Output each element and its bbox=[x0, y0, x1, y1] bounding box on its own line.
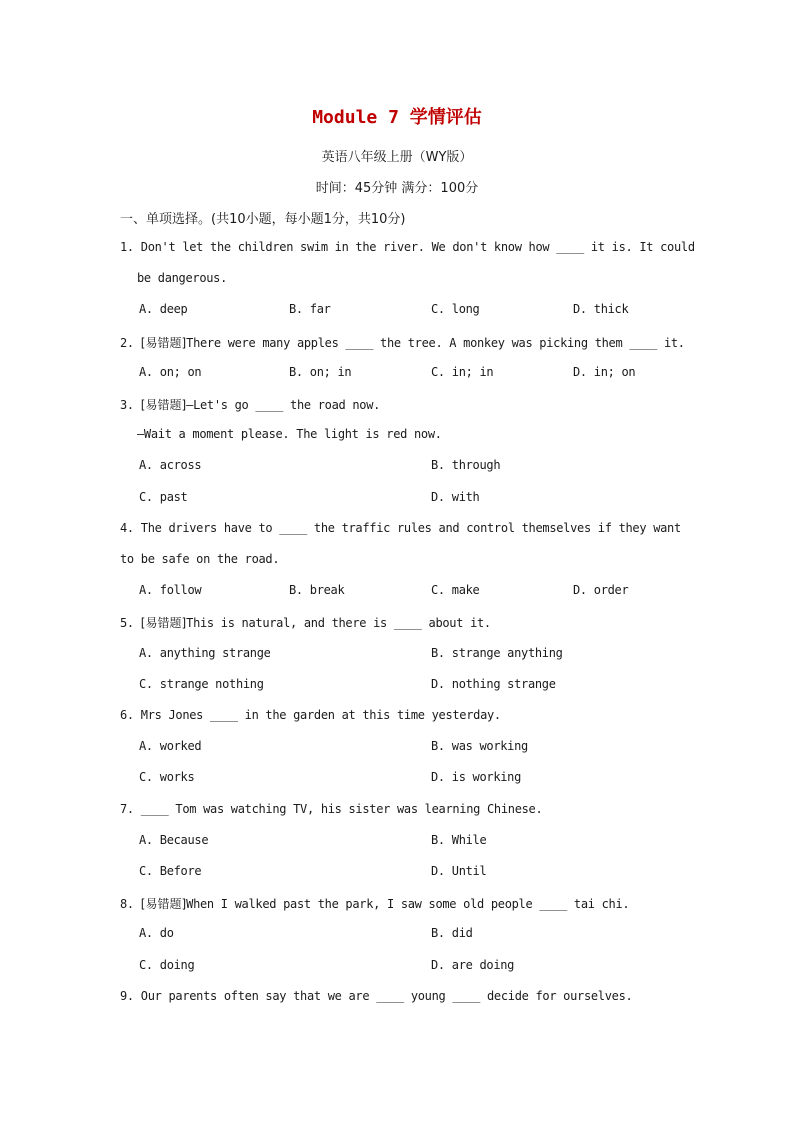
question-7-option-c[interactable]: C. Before bbox=[139, 864, 202, 878]
question-2-option-a[interactable]: A. on; on bbox=[139, 365, 202, 379]
question-4-option-a[interactable]: A. follow bbox=[139, 583, 202, 597]
title-assessment: 学情评估 bbox=[409, 107, 482, 128]
question-2-stem bbox=[120, 334, 685, 351]
question-2-tag: [易错题] bbox=[140, 336, 187, 350]
question-5-tag: [易错题] bbox=[140, 616, 187, 630]
question-8-text: When I walked past the park, I saw some old people ____ tai chi. bbox=[186, 897, 630, 911]
question-5-text: This is natural, and there is ____ about it. bbox=[186, 616, 491, 630]
question-9-stem: 9. Our parents often say that we are ____ young ____ decide for ourselves. bbox=[120, 989, 633, 1003]
question-8-tag: [易错题] bbox=[140, 897, 187, 911]
question-3-option-c[interactable]: C. past bbox=[139, 490, 188, 504]
question-3-text: —Let's go ____ the road now. bbox=[186, 398, 381, 412]
question-6-option-a[interactable]: A. worked bbox=[139, 739, 202, 753]
question-5-option-b[interactable]: B. strange anything bbox=[431, 646, 563, 660]
question-1-option-c[interactable]: C. long bbox=[431, 302, 480, 316]
page-title bbox=[0, 103, 794, 129]
question-8-option-c[interactable]: C. doing bbox=[139, 958, 195, 972]
question-4-option-b[interactable]: B. break bbox=[289, 583, 345, 597]
question-5-option-d[interactable]: D. nothing strange bbox=[431, 677, 556, 691]
question-3-option-a[interactable]: A. across bbox=[139, 458, 202, 472]
question-7-option-d[interactable]: D. Until bbox=[431, 864, 487, 878]
question-4-line-2: to be safe on the road. bbox=[120, 552, 280, 566]
question-8-option-a[interactable]: A. do bbox=[139, 926, 174, 940]
question-3-line-2: —Wait a moment please. The light is red now. bbox=[137, 427, 442, 441]
question-7-option-b[interactable]: B. While bbox=[431, 833, 487, 847]
question-3-number: 3. bbox=[120, 398, 141, 412]
question-8-number: 8. bbox=[120, 897, 141, 911]
question-5-number: 5. bbox=[120, 616, 141, 630]
textbook-subtitle: 英语八年级上册（WY版） bbox=[321, 150, 473, 165]
question-2-number: 2. bbox=[120, 336, 141, 350]
question-1-option-b[interactable]: B. far bbox=[289, 302, 331, 316]
exam-time-score: 时间：45分钟 满分：100分 bbox=[315, 181, 479, 196]
section-heading: 一、单项选择。(共10小题，每小题1分，共10分) bbox=[120, 212, 406, 227]
question-6-option-c[interactable]: C. works bbox=[139, 770, 195, 784]
question-6-stem: 6. Mrs Jones ____ in the garden at this time yesterday. bbox=[120, 708, 501, 722]
question-2-text: There were many apples ____ the tree. A monkey was picking them ____ it. bbox=[186, 336, 685, 350]
question-3-option-b[interactable]: B. through bbox=[431, 458, 501, 472]
question-7-option-a[interactable]: A. Because bbox=[139, 833, 209, 847]
question-1-line-2: be dangerous. bbox=[137, 271, 228, 285]
question-3-stem bbox=[120, 396, 380, 413]
question-2-option-c[interactable]: C. in; in bbox=[431, 365, 494, 379]
question-8-option-b[interactable]: B. did bbox=[431, 926, 473, 940]
question-4-line-1: 4. The drivers have to ____ the traffic rules and control themselves if they want bbox=[120, 521, 681, 535]
title-module: Module 7 bbox=[312, 107, 410, 128]
question-4-option-d[interactable]: D. order bbox=[573, 583, 629, 597]
question-3-tag: [易错题] bbox=[140, 398, 187, 412]
question-1-option-a[interactable]: A. deep bbox=[139, 302, 188, 316]
question-8-option-d[interactable]: D. are doing bbox=[431, 958, 515, 972]
question-3-option-d[interactable]: D. with bbox=[431, 490, 480, 504]
question-5-option-c[interactable]: C. strange nothing bbox=[139, 677, 264, 691]
question-5-stem bbox=[120, 614, 491, 631]
question-6-option-b[interactable]: B. was working bbox=[431, 739, 528, 753]
question-2-option-d[interactable]: D. in; on bbox=[573, 365, 636, 379]
question-7-stem: 7. ____ Tom was watching TV, his sister was learning Chinese. bbox=[120, 802, 543, 816]
question-2-option-b[interactable]: B. on; in bbox=[289, 365, 352, 379]
question-5-option-a[interactable]: A. anything strange bbox=[139, 646, 271, 660]
question-1-line-1: 1. Don't let the children swim in the river. We don't know how ____ it is. It could bbox=[120, 240, 695, 254]
question-8-stem bbox=[120, 895, 629, 912]
question-1-option-d[interactable]: D. thick bbox=[573, 302, 629, 316]
question-4-option-c[interactable]: C. make bbox=[431, 583, 480, 597]
question-6-option-d[interactable]: D. is working bbox=[431, 770, 522, 784]
